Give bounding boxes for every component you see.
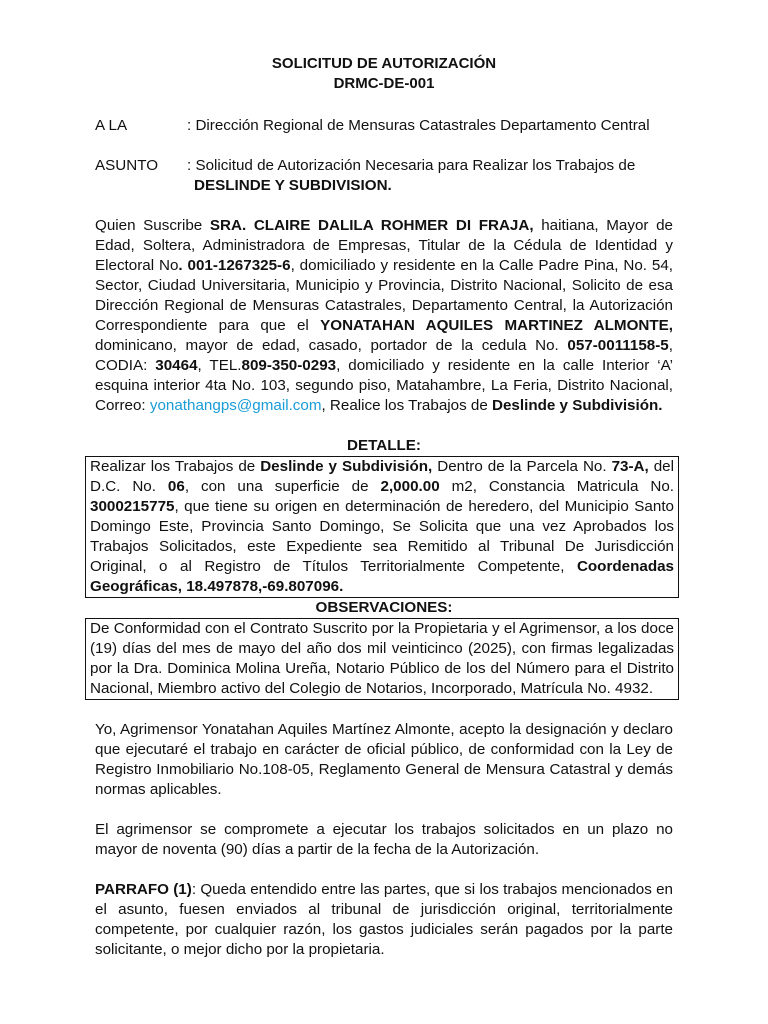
subject-label: ASUNTO [95, 157, 159, 174]
registration-number: 3000215775 [90, 498, 175, 515]
codia-number: 30464 [155, 357, 198, 374]
surveyor-name: YONATAHAN AQUILES MARTINEZ ALMONTE, [320, 317, 673, 334]
observations-heading: OBSERVACIONES: [315, 599, 453, 616]
applicant-name: SRA. CLAIRE DALILA ROHMER DI FRAJA, [209, 217, 534, 234]
email-link[interactable]: yonathangps@gmail.com [149, 397, 322, 414]
addressee-label: A LA [95, 117, 128, 134]
parcel-number: 73-A, [611, 458, 649, 475]
document-title: SOLICITUD DE AUTORIZACIÓN [271, 55, 497, 72]
commitment-paragraph: El agrimensor se compromete a ejecutar los trabajos solicitados en un plazo no mayor de noventa (90) días a partir de la fecha de la Autorización. [95, 821, 673, 858]
document-page [90, 54, 674, 960]
addressee-row [95, 116, 673, 136]
paragraph-one: PARRAFO (1): Queda entendido entre las partes, que si los trabajos mencionados en el asunto, fuesen enviados al tribunal de jurisdicción original, territorialmente competente, por cualquier razón, los gastos judiciales serán pagados por la parte solicitante, o mejor dicho por la propietaria. [95, 881, 674, 958]
phone-number: 809-350-0293 [241, 357, 337, 374]
observations-box: De Conformidad con el Contrato Suscrito por la Propietaria y el Agrimensor, a los doce (19) días del mes de mayo del año dos mil veinticinco (2025), con firmas legalizadas por la Dra. Dominica Molina Ureña, Notario Público de los del Número para el Distrito Nacional, Miembro activo del Colegio de Notarios, Incorporado, Matrícula No. 4932. [85, 618, 679, 700]
dc-number: 06 [167, 478, 185, 495]
surveyor-id: 057-0011158-5 [567, 337, 669, 354]
detail-box: Realizar los Trabajos de Deslinde y Subdivisión, Dentro de la Parcela No. 73-A, del D.C. No. 06, con una superficie de 2,000.00 m2, Constancia Matricula No. 3000215775, que tiene su origen en determinación de heredero, del Municipio Santo Domingo Este, Provincia Santo Domingo, Se Solicita que una vez Aprobados los Trabajos Solicitados, este Expediente sea Remitido al Tribunal De Jurisdicción Original, o al Registro de Títulos Territorialmente Competente, Coordenadas Geográficas, 18.497878,-69.807096. [85, 456, 679, 598]
intro-paragraph: Quien Suscribe SRA. CLAIRE DALILA ROHMER DI FRAJA, haitiana, Mayor de Edad, Soltera, Administradora de Empresas, Titular de la Cédula de Identidad y Electoral No. 001-1267325-6, domiciliado y residente en la Calle Padre Pina, No. 54, Sector, Ciudad Universitaria, Municipio y Provincia, Distrito Nacional, Solicito de esa Dirección Regional de Mensuras Catastrales, Departamento Central, la Autorización Correspondiente para que el YONATAHAN AQUILES MARTINEZ ALMONTE, dominicano, mayor de edad, casado, portador de la cedula No. 057-0011158-5, CODIA: 30464, TEL.809-350-0293, domiciliado y residente en la calle Interior ‘A’ esquina interior 4ta No. 103, segundo piso, Matahambre, La Feria, Distrito Nacional, Correo: yonathangps@gmail.com, Realice los Trabajos de Deslinde y Subdivisión. [95, 217, 674, 414]
works-type: Deslinde y Subdivisión. [492, 397, 663, 414]
applicant-id: . 001-1267325-6 [178, 257, 291, 274]
subject-value: : Solicitud de Autorización Necesaria para Realizar los Trabajos de [187, 157, 636, 174]
subject-works: DESLINDE Y SUBDIVISION. [194, 177, 392, 194]
paragraph-one-label: PARRAFO (1) [95, 881, 192, 898]
subject-row [95, 156, 673, 196]
surface-area: 2,000.00 [380, 478, 440, 495]
detail-heading: DETALLE: [347, 437, 421, 454]
addressee-value: : Dirección Regional de Mensuras Catastrales Departamento Central [187, 117, 650, 134]
coordinates: Coordenadas Geográficas, 18.497878,-69.807096. [90, 558, 674, 595]
document-code: DRMC-DE-001 [333, 75, 435, 92]
acceptance-paragraph: Yo, Agrimensor Yonatahan Aquiles Martínez Almonte, acepto la designación y declaro que ejecutaré el trabajo en carácter de oficial público, de conformidad con la Ley de Registro Inmobiliario No.108-05, Reglamento General de Mensura Catastral y demás normas aplicables. [95, 721, 673, 798]
